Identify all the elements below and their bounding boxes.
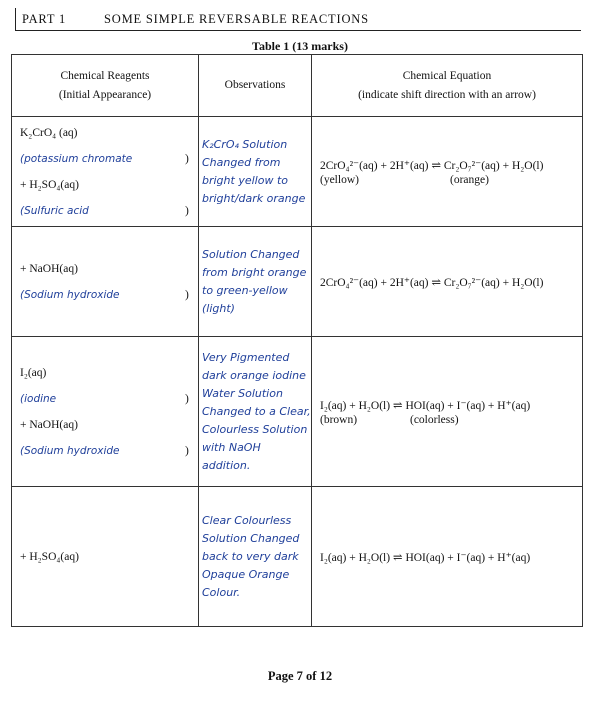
table-row xyxy=(12,337,583,487)
observation-line: bright yellow to xyxy=(202,173,288,187)
appearance-note: (Sulfuric acid xyxy=(20,204,89,217)
appearance-note: (Sodium hydroxide xyxy=(20,444,120,457)
chemical-equation: I₂(aq) + H₂O(l) ⇌ HOI(aq) + I⁻(aq) + H⁺(aq) xyxy=(320,551,531,564)
observation-line: Colourless Solution xyxy=(202,422,308,436)
color-note-right: (colorless) xyxy=(410,413,459,426)
table-header-row xyxy=(12,55,583,117)
reagents-cell xyxy=(12,487,199,627)
observation-line: back to very dark xyxy=(202,549,299,563)
observation-line: (light) xyxy=(202,301,235,315)
observation-line: Solution Changed xyxy=(202,531,300,545)
reagents-cell: I₂(aq) (iodine ) + NaOH(aq) (Sodium hydroxide ) xyxy=(12,337,199,487)
part-title: SOME SIMPLE REVERSABLE REACTIONS xyxy=(104,12,369,26)
observation-line: Changed from xyxy=(202,155,281,169)
appearance-note: (Sodium hydroxide xyxy=(20,288,120,301)
equation-cell xyxy=(312,117,583,227)
reagent: I₂(aq) xyxy=(20,366,47,379)
table-title: Table 1 (13 marks) xyxy=(252,39,348,53)
observation-line: to green-yellow xyxy=(202,283,288,297)
reagents-cell: K₂CrO₄ (aq) (potassium chromate ) + H₂SO₄(aq) (Sulfuric acid ) xyxy=(12,117,199,227)
observation-line: with NaOH addition. xyxy=(202,440,261,472)
reactions-table xyxy=(11,54,583,627)
observation-line: Changed to a Clear, xyxy=(202,404,311,418)
reagent: K₂CrO₄ (aq) xyxy=(20,126,78,139)
observation-line: Water Solution xyxy=(202,386,283,400)
chemical-equation: 2CrO₄²⁻(aq) + 2H⁺(aq) ⇌ Cr₂O₇²⁻(aq) + H₂O(l) xyxy=(320,159,544,172)
part-label: PART 1 xyxy=(22,12,67,26)
table-row xyxy=(12,227,583,337)
observation-cell xyxy=(199,487,312,627)
reagents-cell: + NaOH(aq) (Sodium hydroxide ) xyxy=(12,227,199,337)
chemical-equation: I₂(aq) + H₂O(l) ⇌ HOI(aq) + I⁻(aq) + H⁺(aq) xyxy=(320,399,531,412)
table-row xyxy=(12,117,583,227)
observation-line: Very Pigmented xyxy=(202,350,290,364)
color-note-left: (brown) xyxy=(320,413,358,426)
reagent: + NaOH(aq) xyxy=(20,418,78,431)
table-row xyxy=(12,487,583,627)
equation-cell xyxy=(312,227,583,337)
page-number: Page 7 of 12 xyxy=(267,669,333,683)
observation-line: Solution Changed xyxy=(202,247,300,261)
reagent: + H₂SO₄(aq) xyxy=(20,178,79,191)
appearance-note: (potassium chromate xyxy=(20,152,133,165)
col-header-reagents: Chemical Reagents (Initial Appearance) xyxy=(12,55,199,117)
observation-line: dark orange iodine xyxy=(202,368,306,382)
col-header-equation: Chemical Equation (indicate shift direction with an arrow) xyxy=(312,55,583,117)
observation-line: Clear Colourless xyxy=(202,513,292,527)
observation-line: bright/dark orange xyxy=(202,191,306,205)
observation-line: Opaque Orange xyxy=(202,567,290,581)
observation-cell xyxy=(199,337,312,487)
observation-cell xyxy=(199,117,312,227)
color-note-right: (orange) xyxy=(450,173,489,186)
observation-cell xyxy=(199,227,312,337)
part-header xyxy=(15,8,581,31)
reagent: + NaOH(aq) xyxy=(20,262,78,275)
reagent: + H₂SO₄(aq) xyxy=(20,550,79,563)
observation-line: K₂CrO₄ Solution xyxy=(202,137,288,151)
chemical-equation: 2CrO₄²⁻(aq) + 2H⁺(aq) ⇌ Cr₂O₇²⁻(aq) + H₂O(l) xyxy=(320,276,544,289)
equation-cell xyxy=(312,487,583,627)
appearance-note: (iodine xyxy=(20,392,57,405)
color-note-left: (yellow) xyxy=(320,173,359,186)
col-header-observations: Observations xyxy=(199,55,312,117)
observation-line: from bright orange xyxy=(202,265,307,279)
observation-line: Colour. xyxy=(202,585,241,599)
equation-cell xyxy=(312,337,583,487)
